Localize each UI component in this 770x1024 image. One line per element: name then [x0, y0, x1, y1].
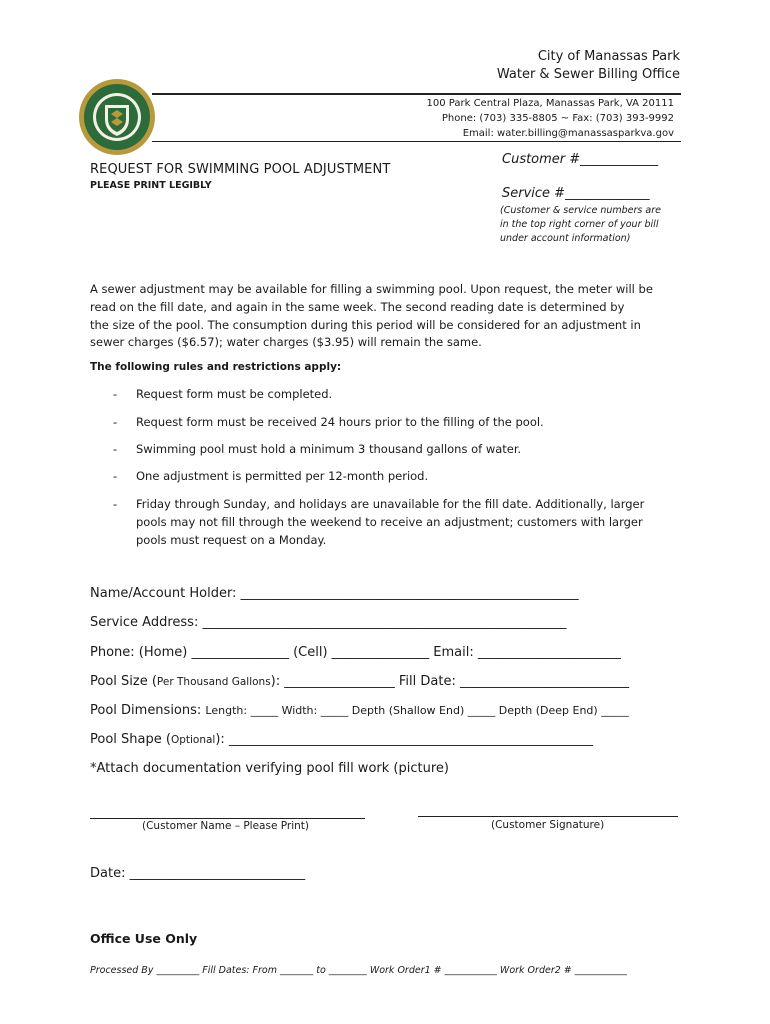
city-seal-logo: [78, 78, 156, 156]
customer-name-caption: (Customer Name – Please Print): [142, 820, 310, 832]
office-email: Email: water.billing@manassasparkva.gov: [462, 128, 674, 139]
rule-bullet: -: [113, 497, 118, 511]
pool-shape-blanks: ): ________________________________________________________: [215, 732, 593, 747]
rule-bullet: -: [113, 415, 118, 429]
customer-signature-caption: (Customer Signature): [491, 819, 605, 831]
service-address-field[interactable]: Service Address: ________________________________________________________: [90, 615, 567, 630]
rule-bullet: -: [113, 442, 118, 456]
name-account-holder-field[interactable]: Name/Account Holder: ____________________________________________________: [90, 586, 579, 601]
attach-documentation-note: *Attach documentation verifying pool fill work (picture): [90, 761, 449, 776]
pool-dimensions-field[interactable]: [90, 703, 629, 718]
office-phone-fax: Phone: (703) 335-8805 ~ Fax: (703) 393-9992: [441, 113, 674, 124]
date-field[interactable]: Date: ___________________________: [90, 866, 306, 881]
rule-text: Request form must be completed.: [136, 387, 333, 401]
header-rule-bottom: [152, 141, 681, 142]
pool-shape-field[interactable]: [90, 732, 593, 747]
form-title: REQUEST FOR SWIMMING POOL ADJUSTMENT: [90, 162, 391, 177]
note-line: (Customer & service numbers are: [500, 205, 661, 216]
header-rule-top: [152, 93, 681, 95]
pool-shape-label: Pool Shape (: [90, 732, 171, 747]
service-number-field[interactable]: Service #_____________: [502, 186, 650, 201]
customer-number-field[interactable]: Customer #____________: [502, 152, 659, 167]
rule-text: Friday through Sunday, and holidays are unavailable for the fill date. Additionally, larger: [136, 497, 645, 511]
customer-name-line[interactable]: [90, 818, 365, 819]
intro-paragraph: [90, 281, 690, 352]
intro-line: the size of the pool. The consumption during this period will be considered for an adjustment in: [90, 317, 641, 332]
pool-size-label: Pool Size (: [90, 674, 157, 689]
rule-text: Request form must be received 24 hours prior to the filling of the pool.: [136, 415, 544, 429]
rule-bullet: -: [113, 469, 118, 483]
intro-line: sewer charges ($6.57); water charges ($3.95) will remain the same.: [90, 335, 482, 350]
pool-dimensions-blanks: Length: _____ Width: _____ Depth (Shallow End) _____ Depth (Deep End) _____: [205, 704, 629, 717]
city-name: City of Manassas Park: [537, 49, 680, 64]
office-address: 100 Park Central Plaza, Manassas Park, VA 20111: [426, 98, 674, 109]
pool-size-blanks: ): _________________ Fill Date: __________________________: [270, 674, 629, 689]
customer-signature-line[interactable]: [418, 816, 678, 817]
note-line: in the top right corner of your bill: [500, 219, 659, 230]
pool-shape-optional: Optional: [170, 734, 216, 746]
pool-size-unit: Per Thousand Gallons: [156, 676, 271, 688]
rule-text: pools may not fill through the weekend to receive an adjustment; customers with larger: [136, 514, 643, 529]
phone-email-field[interactable]: Phone: (Home) _______________ (Cell) _______________ Email: ______________________: [90, 645, 621, 660]
office-name: Water & Sewer Billing Office: [496, 67, 680, 82]
account-number-note: [500, 204, 680, 246]
rules-heading: The following rules and restrictions apply:: [90, 361, 342, 373]
office-use-heading: Office Use Only: [90, 931, 198, 946]
pool-dimensions-label: Pool Dimensions:: [90, 703, 206, 718]
rule-text: Swimming pool must hold a minimum 3 thousand gallons of water.: [136, 442, 522, 456]
rule-text: One adjustment is permitted per 12-month period.: [136, 469, 429, 483]
form-subtitle: PLEASE PRINT LEGIBLY: [90, 180, 212, 191]
office-processing-line: Processed By _________ Fill Dates: From _______ to ________ Work Order1 # ___________ Work Order2 # ___________: [90, 965, 628, 976]
pool-size-fill-date-field[interactable]: [90, 674, 629, 689]
rule-bullet: -: [113, 387, 118, 401]
intro-line: A sewer adjustment may be available for filling a swimming pool. Upon request, the meter will be: [90, 282, 653, 296]
note-line: under account information): [500, 233, 631, 244]
rule-text: pools must request on a Monday.: [136, 532, 327, 547]
intro-line: read on the fill date, and again in the same week. The second reading date is determined by: [90, 299, 625, 314]
